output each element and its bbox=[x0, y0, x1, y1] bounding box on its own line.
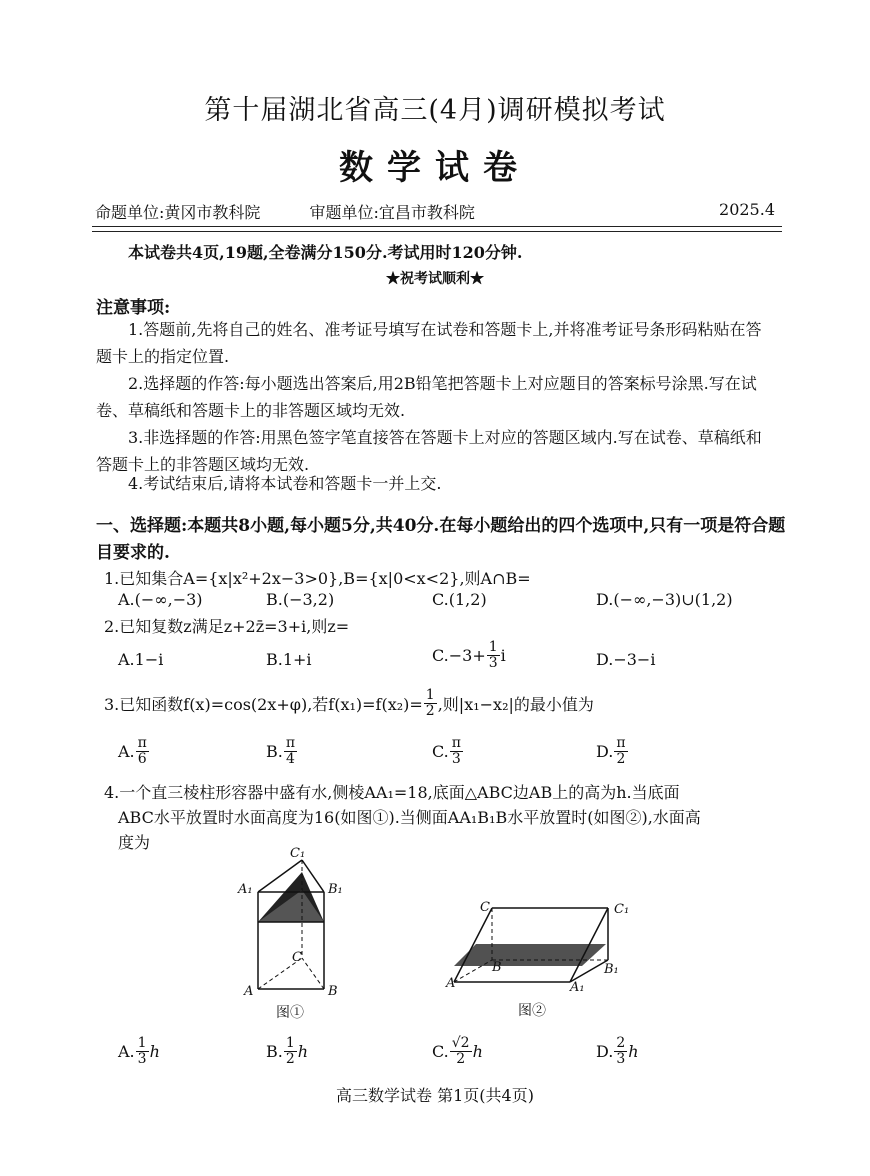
q2-option-c bbox=[432, 640, 506, 671]
exam-date: 2025.4 bbox=[719, 200, 775, 219]
label-b: B bbox=[328, 984, 338, 999]
fraction-numerator: 1 bbox=[488, 639, 498, 655]
option-suffix: h bbox=[149, 1042, 160, 1061]
option-fraction bbox=[284, 736, 297, 767]
option-label: B. bbox=[266, 1042, 283, 1061]
label-c1: C₁ bbox=[614, 902, 630, 917]
proposer: 命题单位:黄冈市教科院 bbox=[95, 203, 261, 222]
q1-option-b: B.(−3,2) bbox=[266, 590, 335, 609]
label-a1: A₁ bbox=[570, 980, 585, 995]
fraction-numerator: π bbox=[616, 735, 626, 751]
fraction-denominator: 2 bbox=[616, 751, 626, 767]
question-2-stem: 2.已知复数z满足z+2z̄=3+i,则z= bbox=[104, 617, 350, 636]
q3-option-c bbox=[432, 736, 464, 767]
q1-option-a: A.(−∞,−3) bbox=[118, 590, 203, 609]
label-a1: A₁ bbox=[238, 882, 253, 897]
q2-option-c-fraction bbox=[487, 640, 500, 671]
q3-stem-part2: ,则|x₁−x₂|的最小值为 bbox=[437, 695, 594, 714]
label-b: B bbox=[492, 960, 502, 975]
header-rule-top bbox=[92, 226, 782, 227]
fraction-numerator: 1 bbox=[137, 1035, 147, 1051]
option-label: B. bbox=[266, 742, 283, 761]
header-rule-bottom bbox=[92, 231, 782, 232]
option-fraction bbox=[614, 1036, 627, 1067]
q4-option-d bbox=[596, 1036, 639, 1067]
option-suffix: h bbox=[472, 1042, 483, 1061]
option-fraction bbox=[450, 736, 463, 767]
q3-stem-fraction bbox=[424, 688, 437, 719]
fraction-denominator: 4 bbox=[285, 751, 295, 767]
option-fraction bbox=[284, 1036, 297, 1067]
label-a: A bbox=[244, 984, 254, 999]
fraction-numerator: π bbox=[451, 735, 461, 751]
q2-option-d: D.−3−i bbox=[596, 650, 656, 669]
label-c1: C₁ bbox=[290, 846, 306, 861]
exam-title: 第十届湖北省高三(4月)调研模拟考试 bbox=[204, 95, 666, 126]
q2-option-a: A.1−i bbox=[118, 650, 164, 669]
option-label: C. bbox=[432, 742, 449, 761]
option-label: A. bbox=[118, 742, 135, 761]
option-fraction bbox=[450, 1036, 472, 1067]
figure-1 bbox=[232, 846, 362, 1026]
exam-intro: 本试卷共4页,19题,全卷满分150分.考试用时120分钟. bbox=[128, 243, 523, 262]
option-fraction bbox=[136, 736, 149, 767]
subject-title: 数学试卷 bbox=[339, 148, 531, 188]
option-label: A. bbox=[118, 1042, 135, 1061]
note-item-4: 4.考试结束后,请将本试卷和答题卡一并上交. bbox=[128, 474, 442, 493]
label-b1: B₁ bbox=[328, 882, 343, 897]
fraction-denominator: 3 bbox=[451, 751, 461, 767]
q4-option-b bbox=[266, 1036, 308, 1067]
option-fraction bbox=[136, 1036, 149, 1067]
figure-1-diagram bbox=[232, 846, 362, 1026]
reviewer: 审题单位:宜昌市教科院 bbox=[309, 203, 475, 222]
figure-1-caption: 图① bbox=[276, 1005, 304, 1021]
label-a: A bbox=[446, 976, 456, 991]
page-footer: 高三数学试卷 第1页(共4页) bbox=[336, 1086, 534, 1105]
q1-option-d: D.(−∞,−3)∪(1,2) bbox=[596, 590, 733, 609]
section-heading: 一、选择题:本题共8小题,每小题5分,共40分.在每小题给出的四个选项中,只有一项是符合题目要求的. bbox=[96, 516, 786, 563]
note-item-1: 1.答题前,先将自己的姓名、准考证号填写在试卷和答题卡上,并将准考证号条形码粘贴在答题卡上的指定位置. bbox=[96, 320, 762, 366]
note-item-3: 3.非选择题的作答:用黑色签字笔直接答在答题卡上对应的答题区域内.写在试卷、草稿纸和答题卡上的非答题区域均无效. bbox=[96, 428, 762, 474]
option-label: D. bbox=[596, 742, 614, 761]
option-fraction bbox=[614, 736, 627, 767]
option-label: C. bbox=[432, 1042, 449, 1061]
question-1-stem: 1.已知集合A={x|x²+2x−3>0},B={x|0<x<2},则A∩B= bbox=[104, 569, 531, 588]
option-label: D. bbox=[596, 1042, 614, 1061]
fraction-numerator: 1 bbox=[285, 1035, 295, 1051]
q2-option-b: B.1+i bbox=[266, 650, 312, 669]
figure-2 bbox=[442, 896, 632, 1026]
option-suffix: h bbox=[297, 1042, 309, 1061]
notes-heading: 注意事项: bbox=[96, 298, 171, 318]
label-c: C bbox=[480, 900, 490, 915]
option-suffix: h bbox=[628, 1042, 639, 1061]
fraction-denominator: 3 bbox=[488, 655, 498, 671]
q1-option-c: C.(1,2) bbox=[432, 590, 487, 609]
question-3-stem bbox=[104, 688, 594, 719]
question-4-line-2: ABC水平放置时水面高度为16(如图①).当侧面AA₁B₁B水平放置时(如图②),水面高 bbox=[118, 808, 701, 827]
q3-option-d bbox=[596, 736, 629, 767]
q2-option-c-tail: i bbox=[500, 646, 506, 665]
q2-option-c-text: C.−3+ bbox=[432, 646, 486, 665]
fraction-numerator: √2 bbox=[451, 1035, 470, 1051]
q4-option-a bbox=[118, 1036, 160, 1067]
question-4-line-3: 度为 bbox=[118, 833, 151, 852]
fraction-numerator: π bbox=[137, 735, 147, 751]
note-item-2: 2.选择题的作答:每小题选出答案后,用2B铅笔把答题卡上对应题目的答案标号涂黑.写在试卷、草稿纸和答题卡上的非答题区域均无效. bbox=[96, 374, 757, 420]
label-c: C bbox=[292, 950, 302, 965]
fraction-denominator: 2 bbox=[456, 1051, 466, 1067]
q4-option-c bbox=[432, 1036, 483, 1067]
fraction-denominator: 2 bbox=[425, 703, 435, 719]
figure-2-caption: 图② bbox=[518, 1003, 546, 1019]
exam-meta bbox=[95, 200, 775, 223]
question-4-line-1: 4.一个直三棱柱形容器中盛有水,侧棱AA₁=18,底面△ABC边AB上的高为h.当底面 bbox=[104, 783, 680, 802]
fraction-denominator: 2 bbox=[285, 1051, 295, 1067]
fraction-denominator: 3 bbox=[137, 1051, 147, 1067]
q3-option-a bbox=[118, 736, 150, 767]
label-b1: B₁ bbox=[604, 962, 619, 977]
fraction-denominator: 6 bbox=[137, 751, 147, 767]
good-luck-line: ★祝考试顺利★ bbox=[386, 271, 484, 287]
q3-option-b bbox=[266, 736, 298, 767]
fraction-numerator: 2 bbox=[616, 1035, 626, 1051]
fraction-denominator: 3 bbox=[616, 1051, 626, 1067]
fraction-numerator: π bbox=[285, 735, 296, 751]
q3-stem-part1: 3.已知函数f(x)=cos(2x+φ),若f(x₁)=f(x₂)= bbox=[104, 695, 423, 714]
fraction-numerator: 1 bbox=[425, 687, 435, 703]
